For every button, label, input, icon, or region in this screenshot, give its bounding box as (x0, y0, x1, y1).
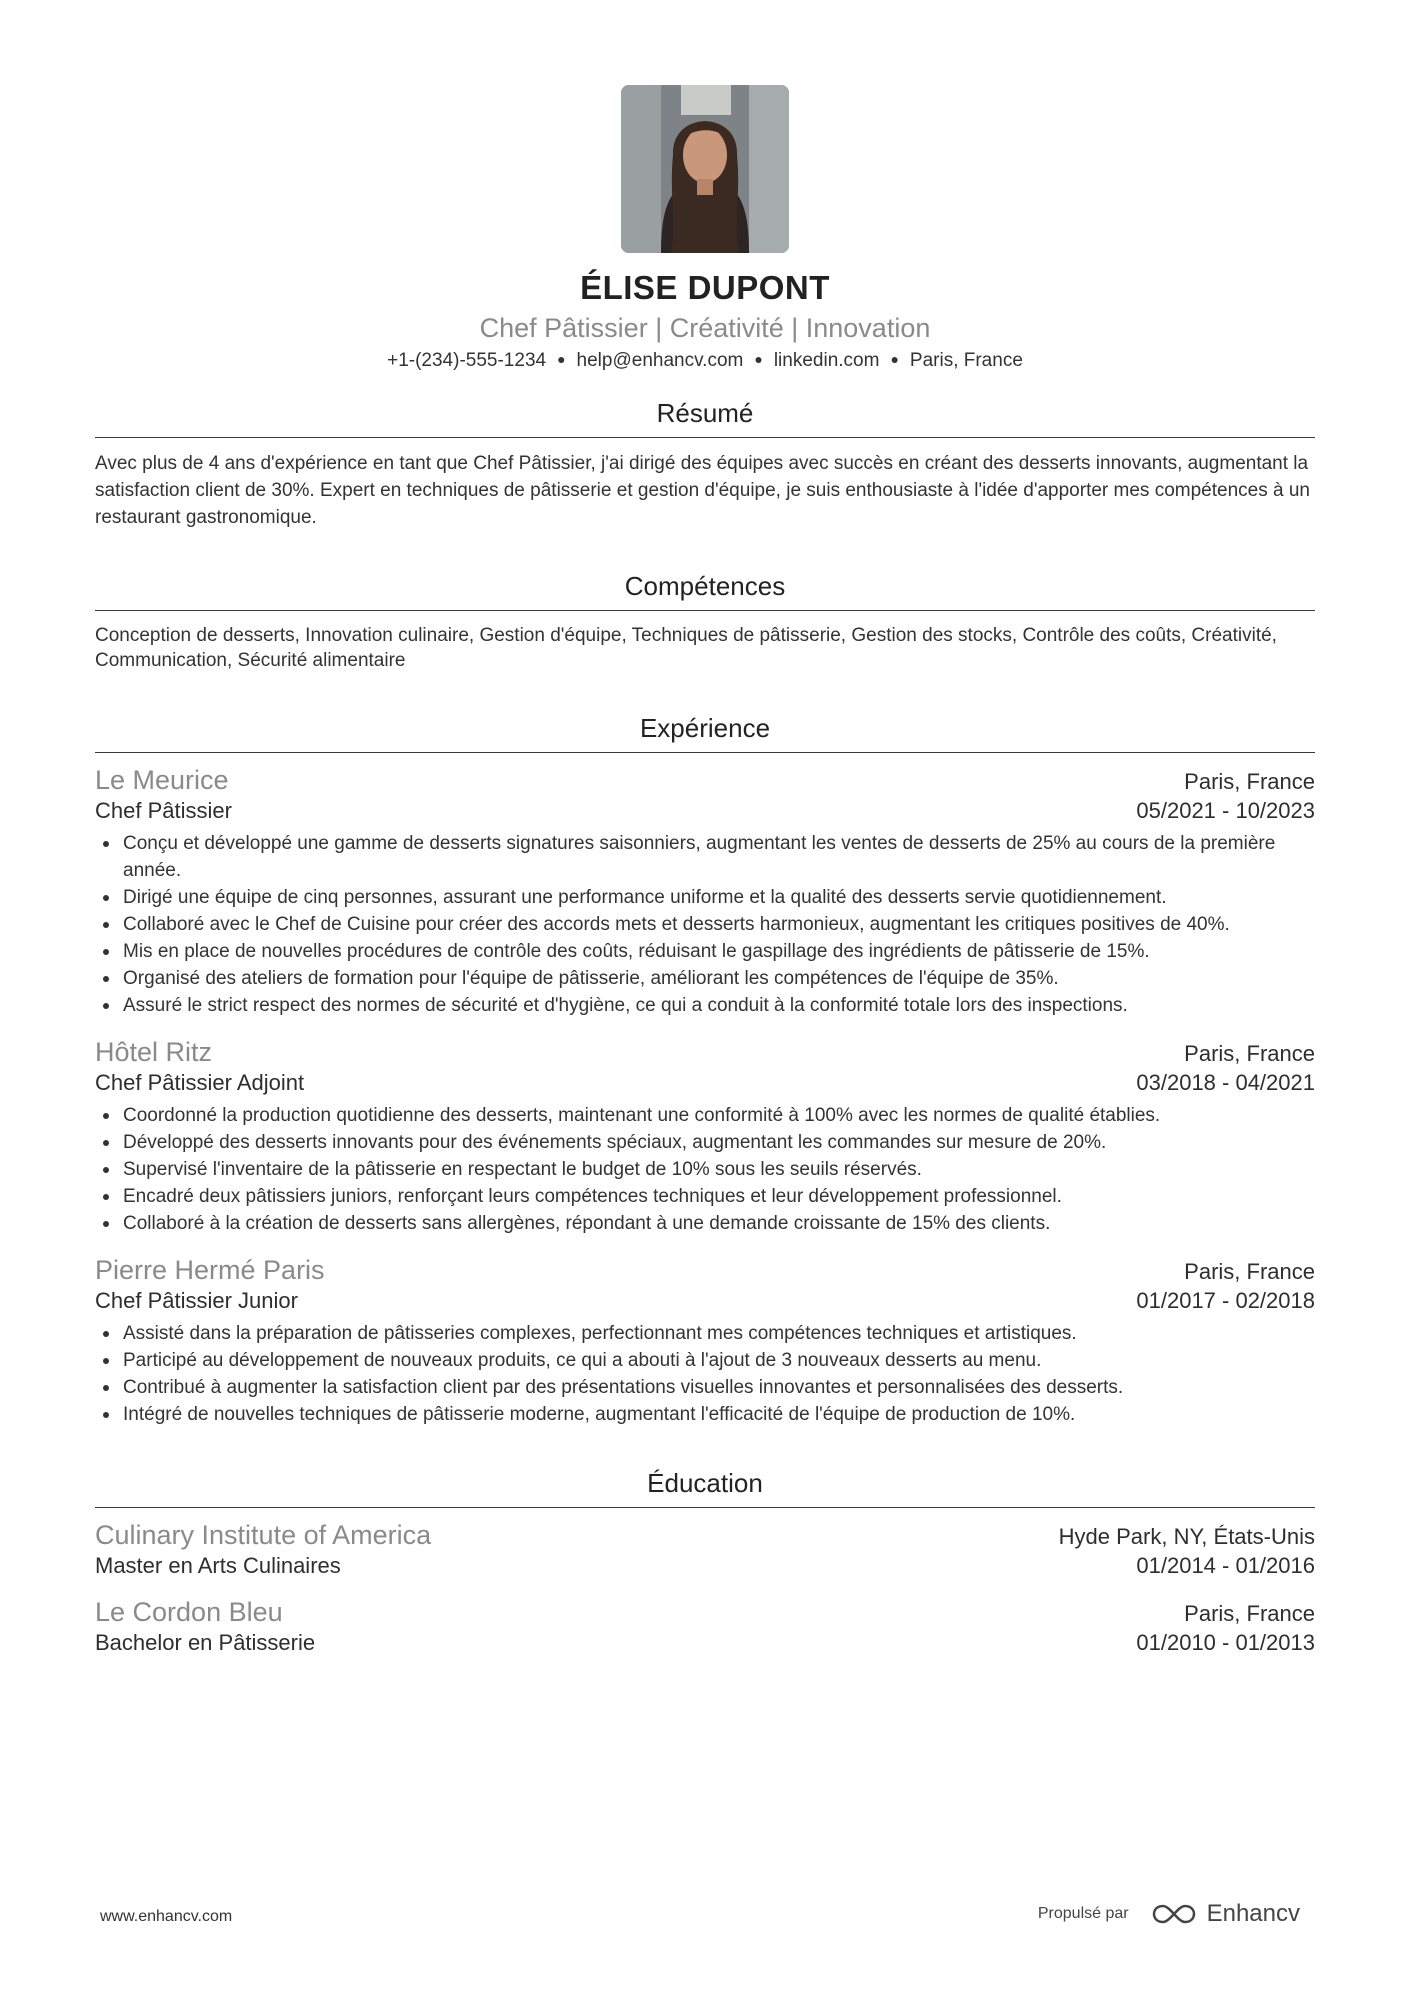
education-dates: 01/2014 - 01/2016 (1136, 1553, 1315, 1578)
education-entry (95, 1597, 1315, 1656)
company-name: Hôtel Ritz (95, 1037, 213, 1067)
footer-website[interactable]: www.enhancv.com (100, 1908, 233, 1925)
achievement-item: Supervisé l'inventaire de la pâtisserie en respectant le budget de 10% sous les seuils réservés. (95, 1156, 1315, 1183)
section-title: Expérience (95, 713, 1315, 753)
job-title: Chef Pâtissier Junior (95, 1288, 298, 1313)
job-title: Chef Pâtissier Adjoint (95, 1070, 305, 1095)
powered-by-label: Propulsé par (1037, 1905, 1129, 1922)
enhancv-logo-icon (1151, 1902, 1197, 1926)
education-section (95, 1468, 1315, 1656)
school-name: Culinary Institute of America (95, 1520, 432, 1550)
experience-entry (95, 765, 1315, 1019)
job-location: Paris, France (1184, 1259, 1315, 1284)
achievement-item: Collaboré avec le Chef de Cuisine pour créer des accords mets et desserts harmonieux, augmentant les critiques positives de 40%. (95, 911, 1315, 938)
achievement-item: Assuré le strict respect des normes de sécurité et d'hygiène, ce qui a conduit à la conformité totale lors des inspections. (95, 992, 1315, 1019)
section-title: Compétences (95, 571, 1315, 611)
job-dates: 03/2018 - 04/2021 (1136, 1070, 1315, 1095)
resume-header (95, 0, 1315, 372)
experience-entry (95, 1037, 1315, 1237)
contact-phone: +1-(234)-555-1234 (387, 350, 547, 371)
company-name: Le Meurice (95, 765, 229, 795)
summary-text: Avec plus de 4 ans d'expérience en tant que Chef Pâtissier, j'ai dirigé des équipes avec succès en créant des desserts innovants, augmentant la satisfaction client de 30%. Expert en techniques de pâtisserie et gestion d'équipe, je suis enthousiaste à l'idée d'apporter mes compétences à un restaurant gastronomique. (95, 453, 1310, 528)
section-title: Résumé (95, 398, 1315, 438)
education-entry (95, 1520, 1315, 1579)
candidate-name: ÉLISE DUPONT (580, 269, 830, 306)
separator-dot: ● (890, 351, 899, 367)
education-dates: 01/2010 - 01/2013 (1136, 1630, 1315, 1655)
job-title: Chef Pâtissier (95, 798, 232, 823)
degree-name: Master en Arts Culinaires (95, 1553, 341, 1578)
achievement-item: Conçu et développé une gamme de desserts signatures saisonniers, augmentant les ventes de desserts de 25% au cours de la première année. (95, 830, 1315, 884)
achievement-item: Mis en place de nouvelles procédures de contrôle des coûts, réduisant le gaspillage des ingrédients de pâtisserie de 15%. (95, 938, 1315, 965)
achievement-list (95, 830, 1315, 1019)
achievement-item: Organisé des ateliers de formation pour l'équipe de pâtisserie, améliorant les compétences de l'équipe de 35%. (95, 965, 1315, 992)
school-location: Paris, France (1184, 1601, 1315, 1626)
footer-branding (1038, 1900, 1300, 1928)
achievement-item: Dirigé une équipe de cinq personnes, assurant une performance uniforme et la qualité des desserts servie quotidiennement. (95, 884, 1315, 911)
contact-line (95, 350, 1315, 372)
contact-email[interactable]: help@enhancv.com (576, 350, 744, 371)
separator-dot: ● (754, 351, 763, 367)
degree-name: Bachelor en Pâtisserie (95, 1630, 316, 1655)
achievement-item: Collaboré à la création de desserts sans allergènes, répondant à une demande croissante de 15% des clients. (95, 1210, 1315, 1237)
skills-section (95, 571, 1315, 673)
job-location: Paris, France (1184, 769, 1315, 794)
achievement-item: Assisté dans la préparation de pâtisseries complexes, perfectionnant mes compétences techniques et artistiques. (95, 1320, 1315, 1347)
brand-logo[interactable] (1151, 1900, 1300, 1928)
job-dates: 05/2021 - 10/2023 (1136, 798, 1315, 823)
school-location: Hyde Park, NY, États-Unis (1058, 1524, 1315, 1549)
candidate-tagline: Chef Pâtissier | Créativité | Innovation (479, 313, 931, 343)
achievement-item: Coordonné la production quotidienne des desserts, maintenant une conformité à 100% avec les normes de qualité établies. (95, 1102, 1315, 1129)
separator-dot: ● (557, 351, 566, 367)
experience-section (95, 713, 1315, 1428)
achievement-item: Participé au développement de nouveaux produits, ce qui a abouti à l'ajout de 3 nouveaux desserts au menu. (95, 1347, 1315, 1374)
company-name: Pierre Hermé Paris (95, 1255, 325, 1285)
experience-entry (95, 1255, 1315, 1428)
achievement-list (95, 1320, 1315, 1428)
profile-photo (621, 85, 789, 253)
school-name: Le Cordon Bleu (95, 1597, 283, 1627)
achievement-list (95, 1102, 1315, 1237)
summary-section (95, 398, 1315, 531)
brand-name: Enhancv (1206, 1900, 1300, 1927)
achievement-item: Intégré de nouvelles techniques de pâtisserie moderne, augmentant l'efficacité de l'équipe de production de 10%. (95, 1401, 1315, 1428)
job-location: Paris, France (1184, 1041, 1315, 1066)
section-title: Éducation (95, 1468, 1315, 1508)
achievement-item: Encadré deux pâtissiers juniors, renforçant leurs compétences techniques et leur développement professionnel. (95, 1183, 1315, 1210)
contact-linkedin[interactable]: linkedin.com (773, 350, 880, 371)
job-dates: 01/2017 - 02/2018 (1136, 1288, 1315, 1313)
skills-text: Conception de desserts, Innovation culinaire, Gestion d'équipe, Techniques de pâtisserie, Gestion des stocks, Contrôle des coûts, Créativité, Communication, Sécurité alimentaire (95, 625, 1277, 671)
achievement-item: Contribué à augmenter la satisfaction client par des présentations visuelles innovantes et personnalisées des desserts. (95, 1374, 1315, 1401)
contact-location: Paris, France (909, 350, 1023, 371)
achievement-item: Développé des desserts innovants pour des événements spéciaux, augmentant les commandes sur mesure de 20%. (95, 1129, 1315, 1156)
